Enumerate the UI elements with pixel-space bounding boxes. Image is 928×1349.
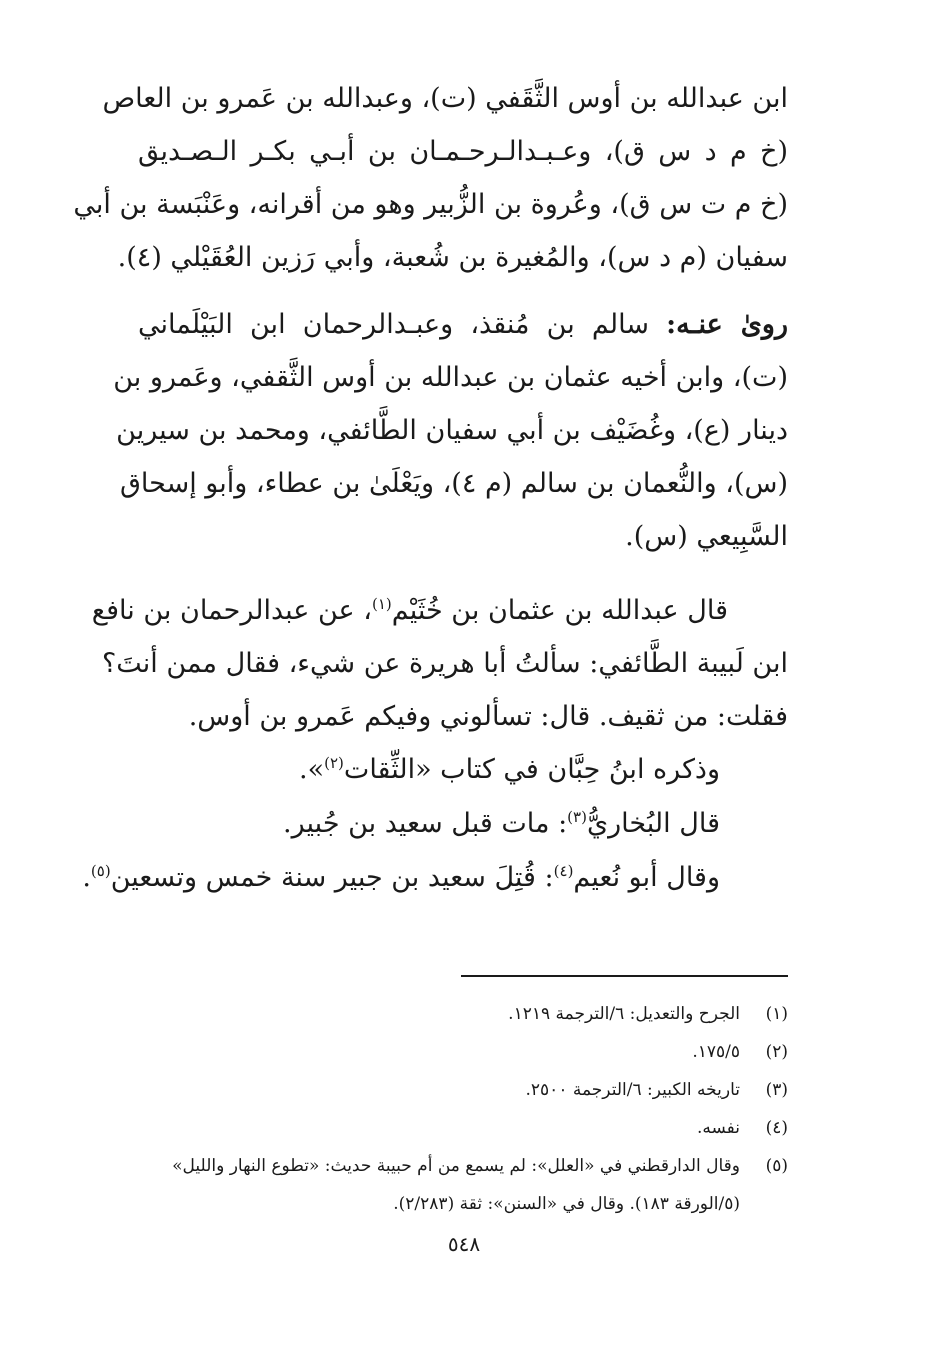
text-fragment: . (82, 862, 91, 893)
paragraph-narration (91, 578, 788, 743)
text-line: ابن عبدالله بن أوس الثَّقَفي (ت)، وعبدالله بن عَمرو بن العاص (102, 83, 788, 114)
text-fragment: قال البُخاريُّ (586, 808, 720, 839)
text-line-bukhari (283, 791, 720, 850)
footnote-text: وقال الدارقطني في «العلل»: لم يسمع من أم حبيبة حديث: «تطوع النهار والليل» (172, 1156, 740, 1176)
footnote-number: (٣) (765, 1080, 788, 1100)
footnote-ref: (١) (371, 595, 392, 613)
footnote-ref: (٤) (553, 862, 574, 880)
footnote-text: تاريخه الكبير: ٦/الترجمة ٢٥٠٠. (525, 1080, 740, 1100)
footnote-ref: (٥) (90, 862, 111, 880)
text-fragment: قال عبدالله بن عثمان بن خُثَيْم (391, 595, 728, 626)
paragraph-students (113, 298, 788, 563)
text-fragment: : مات قبل سعيد بن جُبير. (283, 808, 568, 839)
text-line: السَّبِيعي (س). (625, 521, 788, 552)
text-line: (خ م د س ق)، وعـبـدالـرحـمـان بن أبـي بكـر الـصـديق (138, 136, 788, 167)
footnote-number: (٤) (765, 1118, 788, 1138)
text-fragment: ، عن عبدالرحمان بن نافع (91, 595, 372, 626)
page-number: ٥٤٨ (447, 1232, 481, 1256)
text-line: فقلت: من ثقيف. قال: تسألوني وفيكم عَمرو بن أوس. (188, 701, 788, 732)
footnote-divider (461, 975, 788, 977)
footnote-text-block (138, 1147, 740, 1223)
text-fragment: ». (299, 754, 325, 785)
text-line (91, 578, 788, 637)
footnote-item (138, 995, 788, 1033)
text-line (138, 298, 788, 351)
footnote-item (138, 1147, 788, 1223)
footnote-ref: (٢) (324, 754, 344, 772)
text-fragment: سالم بن مُنقذ، وعبـدالرحمان ابن البَيْلَماني (138, 309, 667, 340)
footnote-text-continued: (٥/الورقة ١٨٣). وقال في «السنن»: ثقة (٢/٢٨٣). (393, 1194, 740, 1214)
footnote-item (138, 1033, 788, 1071)
text-line: (س)، والنُّعمان بن سالم (م ٤)، ويَعْلَىٰ بن عطاء، وأبو إسحاق (119, 468, 788, 499)
footnote-text: نفسه. (696, 1118, 740, 1138)
text-line: سفيان (م د س)، والمُغيرة بن شُعبة، وأبي رَزين العُقَيْلي (٤). (117, 242, 788, 273)
text-fragment: وقال أبو نُعيم (573, 862, 720, 893)
text-line: (خ م ت س ق)، وعُروة بن الزُّبير وهو من أقرانه، وعَنْبَسة بن أبي (73, 189, 788, 220)
footnote-item (138, 1109, 788, 1147)
text-line: (ت)، وابن أخيه عثمان بن عبدالله بن أوس الثَّقفي، وعَمرو بن (113, 362, 788, 393)
footnote-number: (١) (765, 1004, 788, 1024)
text-line-nuaim (82, 845, 720, 904)
narrated-label: روىٰ عنـه: (666, 309, 788, 340)
text-fragment: وذكره ابنُ حِبَّان في كتاب «الثِّقات (343, 754, 720, 785)
footnote-number: (٥) (765, 1156, 788, 1176)
footnote-text: الجرح والتعديل: ٦/الترجمة ١٢١٩. (508, 1004, 740, 1024)
paragraph-teachers (73, 72, 788, 284)
footnotes (138, 995, 788, 1223)
footnote-ref: (٣) (567, 808, 587, 826)
footnote-text: ١٧٥/٥. (692, 1042, 740, 1062)
text-line: ابن لَبيبة الطَّائفي: سألتُ أبا هريرة عن شيء، فقال ممن أنتَ؟ (101, 648, 788, 679)
footnote-number: (٢) (765, 1042, 788, 1062)
footnote-item (138, 1071, 788, 1109)
text-line: دينار (ع)، وغُضَيْف بن أبي سفيان الطَّائفي، ومحمد بن سيرين (116, 415, 788, 446)
text-line-hibban (299, 737, 720, 796)
text-fragment: : قُتِلَ سعيد بن جبير سنة خمس وتسعين (110, 862, 554, 893)
